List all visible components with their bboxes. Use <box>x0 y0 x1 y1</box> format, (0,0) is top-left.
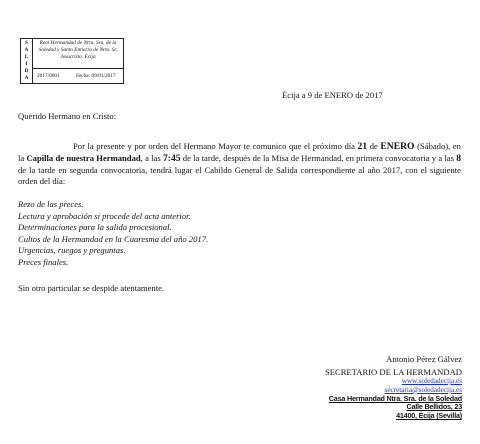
email-link[interactable]: secretaria@soledadecija.es <box>384 385 462 394</box>
stamp-letter: D <box>24 68 29 74</box>
agenda-item: Urgencias, ruegos y preguntas. <box>18 245 126 256</box>
signature-block <box>262 353 462 379</box>
body-text: (Sábado), en la <box>18 141 461 163</box>
city-address: 41400, Écija (Sevilla) <box>396 411 462 421</box>
closing-line: Sin otro particular se despide atentamente. <box>18 283 165 293</box>
body-paragraph <box>18 141 461 188</box>
agenda-item: Cultos de la Hermandad en la Cuaresma del año 2017. <box>18 233 209 244</box>
contact-block <box>242 377 462 421</box>
agenda-item: Rezo de las preces. <box>18 199 84 209</box>
stamp-salida-label <box>21 39 33 83</box>
body-text: de la tarde, después de la Misa de Hermandad, en primera convocatoria y a las <box>180 152 457 163</box>
greeting: Querido Hermano en Cristo: <box>18 111 117 121</box>
body-day: 21 <box>357 141 368 152</box>
stamp-letter: L <box>24 54 29 60</box>
agenda-item: Lectura y aprobación si procede del acta anterior. <box>18 210 191 221</box>
signer-name: Antonio Pérez Gálvez <box>386 354 462 364</box>
body-time-second: 8 <box>456 152 461 164</box>
website-link[interactable]: www.soledadecija.es <box>401 377 462 385</box>
body-text: de <box>367 141 381 151</box>
stamp-heading: Real Hermandad de Ntra. Sra. de la Soledad y Santo Entierro de Ntro. Sr. Jesucristo. Écija <box>33 39 123 69</box>
stamp-letter: I <box>25 61 28 67</box>
stamp-registry-number: 2017/0001 <box>37 73 60 79</box>
body-month: ENERO <box>380 141 415 152</box>
registry-stamp <box>20 38 124 84</box>
stamp-letter: A <box>24 75 29 81</box>
signer-role: SECRETARIO DE LA HERMANDAD <box>324 367 462 377</box>
body-text: , a las <box>140 152 163 163</box>
brotherhood-house: Casa Hermandad Ntra. Sra. de la Soledad <box>328 393 462 403</box>
letter-date: Écija a 9 de ENERO de 2017 <box>282 90 383 100</box>
body-place: Capilla de nuestra Hermandad <box>26 152 141 163</box>
stamp-letter: S <box>25 40 28 46</box>
body-text: Por la presente y por orden del Hermano Mayor te comunico que el próximo día <box>73 141 358 151</box>
stamp-date: Fecha: 09/01/2017 <box>76 73 116 79</box>
street-address: Calle Bellidos, 23 <box>406 402 462 412</box>
stamp-letter: A <box>24 47 29 53</box>
body-text: de la tarde en segunda convocatoria, tendrá lugar el Cabildo General de Salida correspondiente al año 2017, con el siguiente orden del día: <box>18 164 461 187</box>
agenda-item: Preces finales. <box>18 256 69 267</box>
agenda-item: Determinaciones para la salida procesional. <box>18 222 172 233</box>
agenda-list <box>18 199 208 269</box>
body-time-first: 7:45 <box>162 152 181 164</box>
